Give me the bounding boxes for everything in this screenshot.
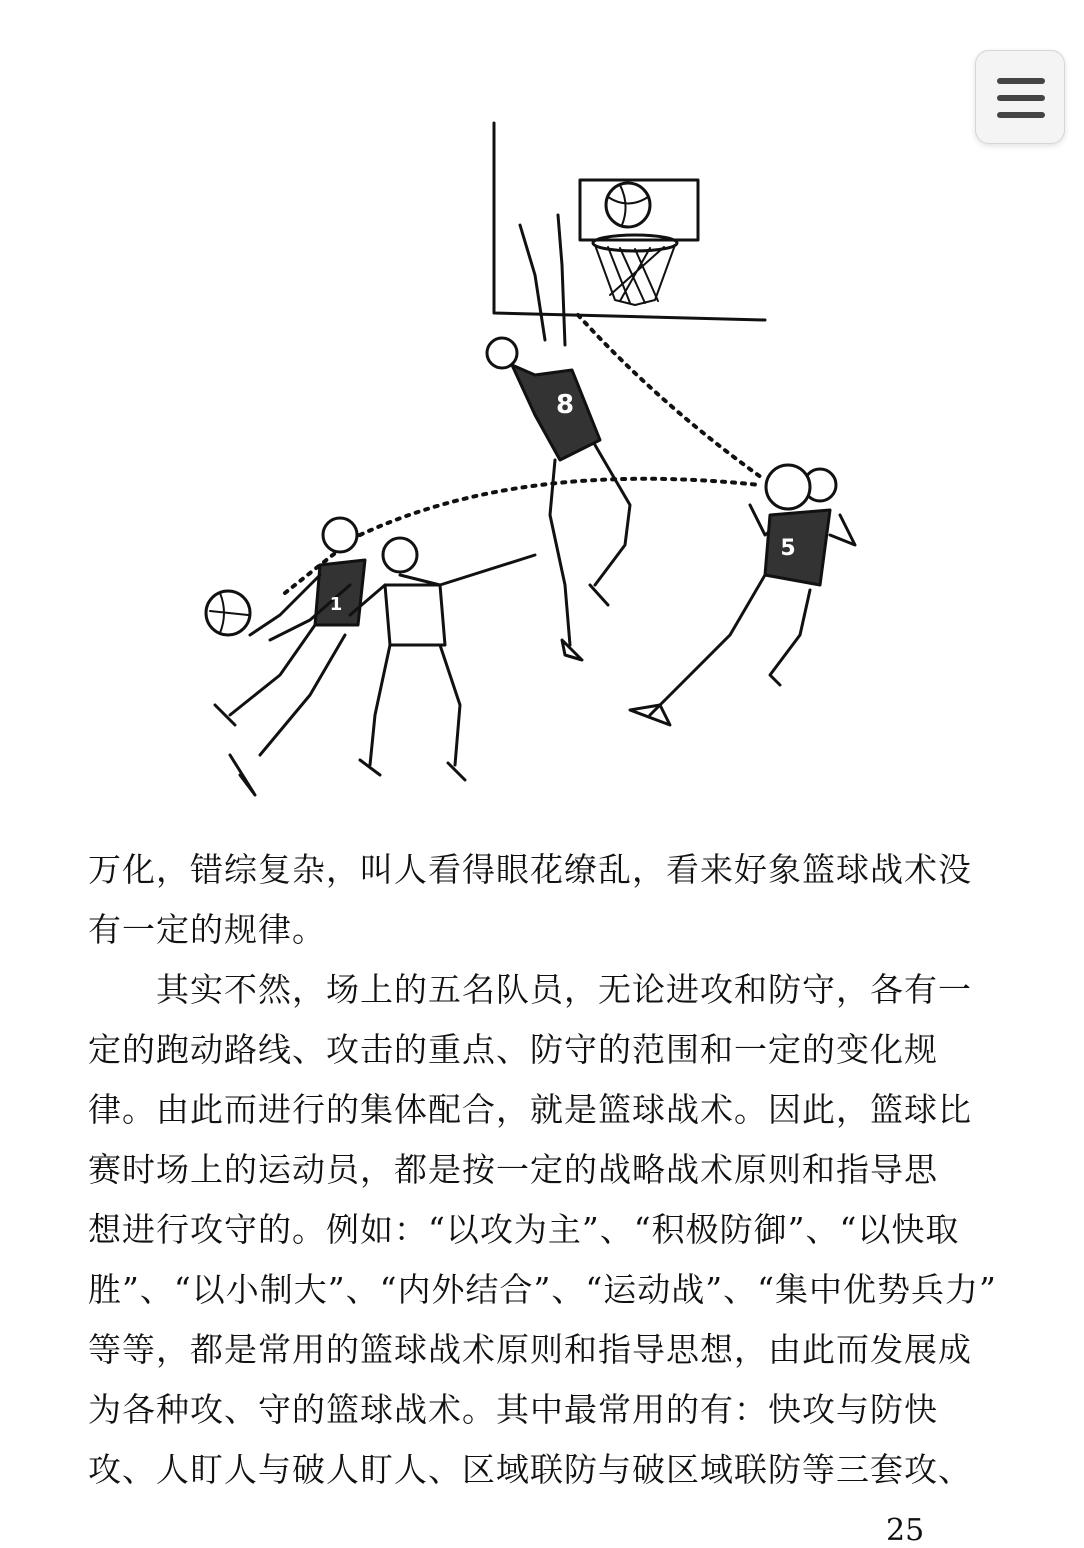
text-line: 万化，错综复杂，叫人看得眼花缭乱，看来好象篮球战术没 — [88, 850, 972, 889]
jersey-number-8: 8 — [555, 390, 575, 420]
ball-held — [766, 465, 810, 509]
text-line: 等等，都是常用的篮球战术原则和指导思想，由此而发展成 — [88, 1330, 972, 1369]
text-line: 为各种攻、守的篮球战术。其中最常用的有：快攻与防快 — [88, 1390, 938, 1429]
jersey-number-5: 5 — [780, 536, 796, 561]
jersey-number-1: 1 — [329, 594, 343, 615]
text-line: 有一定的规律。 — [88, 910, 326, 949]
pass-trajectory — [360, 479, 760, 535]
text-line: 其实不然，场上的五名队员，无论进攻和防守，各有一 — [156, 970, 972, 1009]
hamburger-menu-icon — [997, 78, 1045, 84]
player-head — [383, 538, 417, 572]
player-legs — [370, 645, 460, 765]
player-legs — [550, 445, 630, 645]
hoop-net — [595, 245, 675, 305]
player-shoes — [360, 760, 465, 780]
pass-trajectory — [578, 315, 765, 480]
player-jersey — [765, 510, 830, 585]
menu-button[interactable] — [975, 50, 1065, 144]
body-text — [88, 840, 997, 1500]
page-number: 25 — [886, 1513, 925, 1548]
player-head — [487, 338, 517, 368]
player-arms — [520, 215, 565, 345]
player-legs — [650, 575, 810, 715]
player-legs — [230, 625, 345, 755]
ball-at-hoop — [606, 183, 650, 227]
hamburger-menu-icon-bar — [997, 95, 1045, 101]
text-line: 攻、人盯人与破人盯人、区域联防与破区域联防等三套攻、 — [88, 1450, 972, 1489]
basketball-illustration — [190, 115, 880, 815]
text-line: 律。由此而进行的集体配合，就是篮球战术。因此，篮球比 — [88, 1090, 972, 1129]
text-line: 赛时场上的运动员，都是按一定的战略战术原则和指导思 — [88, 1150, 938, 1189]
text-line: 胜”、“以小制大”、“内外结合”、“运动战”、“集中优势兵力” — [88, 1270, 997, 1309]
player-jersey — [385, 585, 445, 645]
player-head — [323, 518, 357, 552]
player-shoes — [215, 705, 255, 795]
hamburger-menu-icon-bar — [997, 112, 1045, 118]
text-line: 想进行攻守的。例如：“以攻为主”、“积极防御”、“以快取 — [88, 1210, 960, 1249]
text-line: 定的跑动路线、攻击的重点、防守的范围和一定的变化规 — [88, 1030, 938, 1069]
